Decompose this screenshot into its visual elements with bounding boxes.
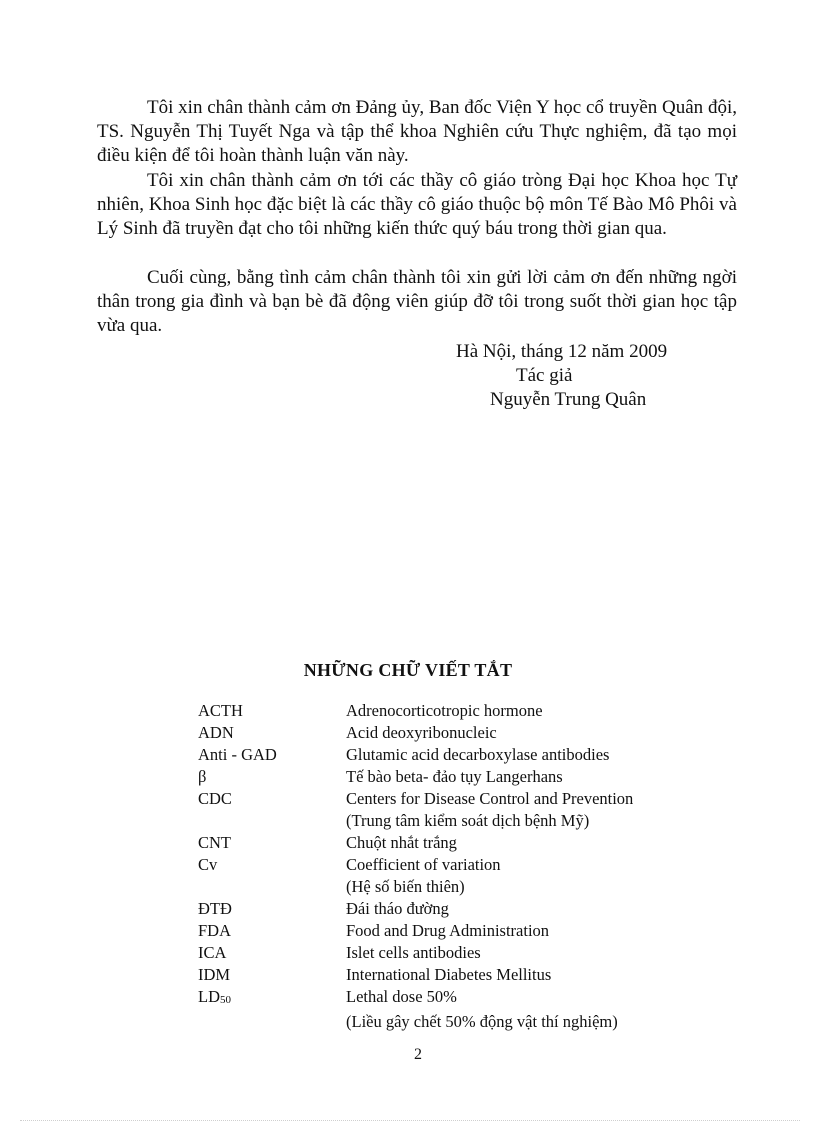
- acknowledgement-paragraph-2: Tôi xin chân thành cảm ơn tới các thầy cô giáo tròng Đại học Khoa học Tự nhiên, Khoa Sinh học đặc biệt là các thầy cô giáo thuộc bộ môn Tế Bào Mô Phôi và Lý Sinh đã truyền đạt cho tôi những kiến thức quý báu trong thời gian qua.: [97, 170, 737, 239]
- abbreviation-row: [198, 876, 718, 898]
- abbreviation-row: [198, 766, 718, 788]
- abbreviation-term-subscript: 50: [220, 994, 231, 1006]
- abbreviation-term: Cv: [198, 855, 218, 874]
- signature-place-date: Hà Nội, tháng 12 năm 2009: [456, 341, 668, 362]
- abbreviation-meaning: Food and Drug Administration: [346, 921, 550, 940]
- abbreviation-row: [198, 986, 718, 1011]
- abbreviation-row: [198, 898, 718, 920]
- abbreviation-row: [198, 964, 718, 986]
- abbreviation-meaning: Đái tháo đường: [346, 899, 449, 918]
- abbreviation-term: Anti - GAD: [198, 745, 277, 764]
- abbreviation-meaning: Glutamic acid decarboxylase antibodies: [346, 745, 610, 764]
- abbreviations-list: [198, 700, 718, 1033]
- abbreviation-meaning: Acid deoxyribonucleic: [346, 723, 497, 742]
- abbreviation-term: [198, 876, 346, 898]
- abbreviation-term: [198, 810, 346, 832]
- abbreviation-row: [198, 722, 718, 744]
- abbreviation-row: [198, 942, 718, 964]
- abbreviation-term: IDM: [198, 965, 231, 984]
- abbreviation-row: [198, 788, 718, 810]
- page-number: 2: [414, 1046, 422, 1063]
- abbreviation-meaning: (Trung tâm kiểm soát dịch bệnh Mỹ): [346, 811, 590, 830]
- abbreviation-meaning: Chuột nhắt trắng: [346, 833, 457, 852]
- abbreviation-row: [198, 700, 718, 722]
- signature-author: Nguyễn Trung Quân: [490, 389, 647, 410]
- abbreviation-term: ADN: [198, 723, 234, 742]
- abbreviation-row: [198, 810, 718, 832]
- abbreviation-row: [198, 832, 718, 854]
- page-bottom-divider: [20, 1120, 800, 1121]
- abbreviation-meaning: (Hệ số biến thiên): [346, 877, 465, 896]
- abbreviation-term: β: [198, 767, 207, 786]
- abbreviation-meaning: Lethal dose 50%: [346, 987, 457, 1006]
- abbreviation-term: CDC: [198, 789, 232, 808]
- abbreviation-term: ICA: [198, 943, 227, 962]
- abbreviation-meaning: Coefficient of variation: [346, 855, 501, 874]
- abbreviation-meaning: International Diabetes Mellitus: [346, 965, 552, 984]
- abbreviation-meaning: Tế bào beta- đảo tụy Langerhans: [346, 767, 563, 786]
- acknowledgement-paragraph-1: Tôi xin chân thành cảm ơn Đảng ủy, Ban đốc Viện Y học cổ truyền Quân đội, TS. Nguyễn Thị Tuyết Nga và tập thể khoa Nghiên cứu Thực nghiệm, đã tạo mọi điều kiện để tôi hoàn thành luận văn này.: [97, 97, 737, 166]
- abbreviation-row: [198, 744, 718, 766]
- abbreviation-meaning: (Liều gây chết 50% động vật thí nghiệm): [346, 1012, 618, 1031]
- abbreviation-row: [198, 1011, 718, 1033]
- abbreviation-row: [198, 854, 718, 876]
- abbreviation-meaning: Islet cells antibodies: [346, 943, 481, 962]
- abbreviation-meaning: Adrenocorticotropic hormone: [346, 701, 543, 720]
- abbreviation-term-base: LD: [198, 987, 220, 1006]
- abbreviation-term: ĐTĐ: [198, 899, 232, 918]
- abbreviations-title: NHỮNG CHỮ VIẾT TẮT: [303, 660, 513, 680]
- acknowledgement-paragraph-3: Cuối cùng, bằng tình cảm chân thành tôi xin gửi lời cảm ơn đến những ngời thân trong gia đình và bạn bè đã động viên giúp đỡ tôi trong suốt thời gian học tập vừa qua.: [97, 267, 737, 336]
- abbreviation-meaning: Centers for Disease Control and Prevention: [346, 789, 634, 808]
- abbreviation-term: [198, 1011, 346, 1033]
- signature-role: Tác giả: [516, 365, 573, 386]
- abbreviation-term: ACTH: [198, 701, 243, 720]
- abbreviation-term: FDA: [198, 921, 232, 940]
- abbreviation-term: CNT: [198, 833, 231, 852]
- abbreviation-row: [198, 920, 718, 942]
- abbreviation-term: [198, 986, 346, 1011]
